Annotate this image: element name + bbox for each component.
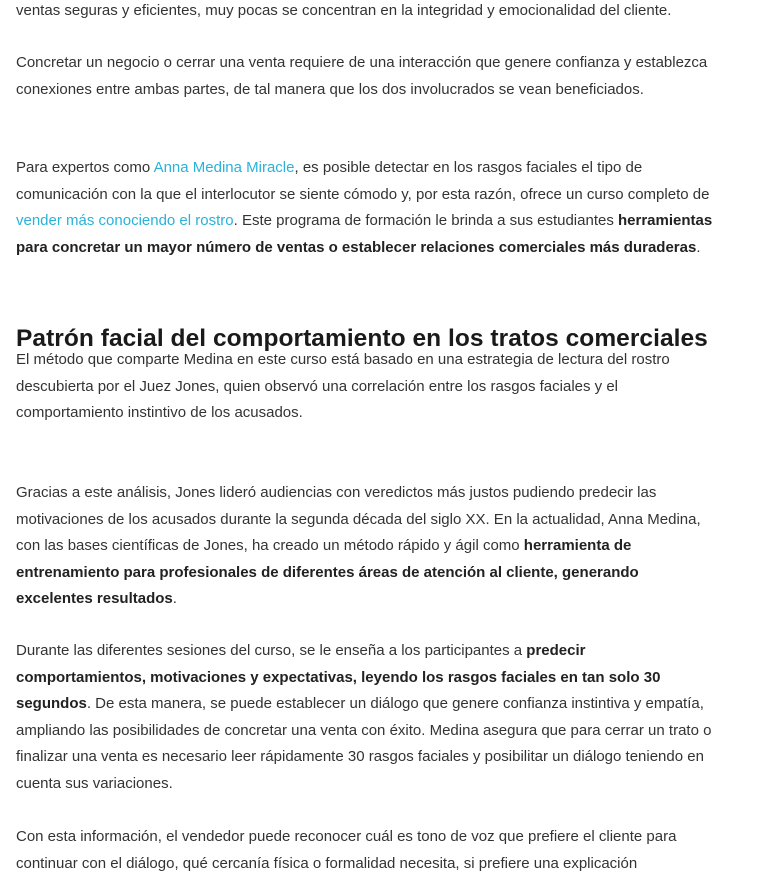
bold-text: predecir comportamientos, motivaciones y expectativas, leyendo los rasgos faciales en tan solo 30 segundos [16,642,661,713]
paragraph-gracias [16,480,716,613]
paragraph-text: . De esta manera, se puede establecer un diálogo que genere confianza instintiva y empatía, ampliando las posibilidades de concretar una venta con éxito. Medina asegura que para cerrar un trato o finalizar una venta es necesario leer rápidamente 30 rasgos faciales y posibilitar un diálogo teniendo en cuenta sus variaciones. [16,695,712,792]
anna-medina-link[interactable]: Anna Medina Miracle [153,159,295,176]
bold-text: herramientas para concretar un mayor número de ventas o establecer relaciones comerciales más duraderas [16,212,713,256]
paragraph-metodo [16,347,716,427]
paragraph-text: ventas seguras y eficientes, muy pocas se concentran en la integridad y emocionalidad del cliente. [16,2,672,19]
paragraph-text: . [696,238,701,256]
paragraph-text: . [172,590,177,608]
paragraph-text: Gracias a este análisis, Jones lideró audiencias con veredictos más justos pudiendo predecir las motivaciones de los acusados durante la segunda década del siglo XX. En la actualidad, Anna Medina, con las bases científicas de Jones, ha creado un método rápido y ágil como [16,484,701,555]
paragraph-text: . Este programa de formación le brinda a sus estudiantes [233,212,618,230]
paragraph-text: , es posible detectar en los rasgos faciales el tipo de comunicación con la que el interlocutor se siente cómodo y, por esta razón, ofrece un curso completo de [16,159,710,203]
paragraph-text: Concretar un negocio o cerrar una venta requiere de una interacción que genere confianza y establezca conexiones entre ambas partes, de tal manera que los dos involucrados se vean beneficiados. [16,54,708,98]
paragraph-sesiones [16,638,716,798]
bold-text: herramienta de entrenamiento para profesionales de diferentes áreas de atención al cliente, generando excelentes resultados [16,537,639,608]
paragraph-text: Durante las diferentes sesiones del curso, se le enseña a los participantes a [16,642,527,659]
paragraph-concretar [16,50,716,103]
section-heading: Patrón facial del comportamiento en los tratos comerciales [16,325,708,352]
paragraph-text: Con esta información, el vendedor puede reconocer cuál es tono de voz que prefiere el cliente para continuar con el diálogo, qué cercanía física o formalidad necesita, si prefiere una explicación [16,828,677,872]
paragraph-informacion [16,824,716,877]
paragraph-text: Para expertos como [16,159,154,176]
vender-mas-link[interactable]: vender más conociendo el rostro [16,212,234,230]
paragraph-text: El método que comparte Medina en este curso está basado en una estrategia de lectura del rostro descubierta por el Juez Jones, quien observó una correlación entre los rasgos faciales y el comportamiento instintivo de los acusados. [16,351,670,422]
paragraph-intro-end [16,0,671,25]
paragraph-expertos [16,155,716,261]
